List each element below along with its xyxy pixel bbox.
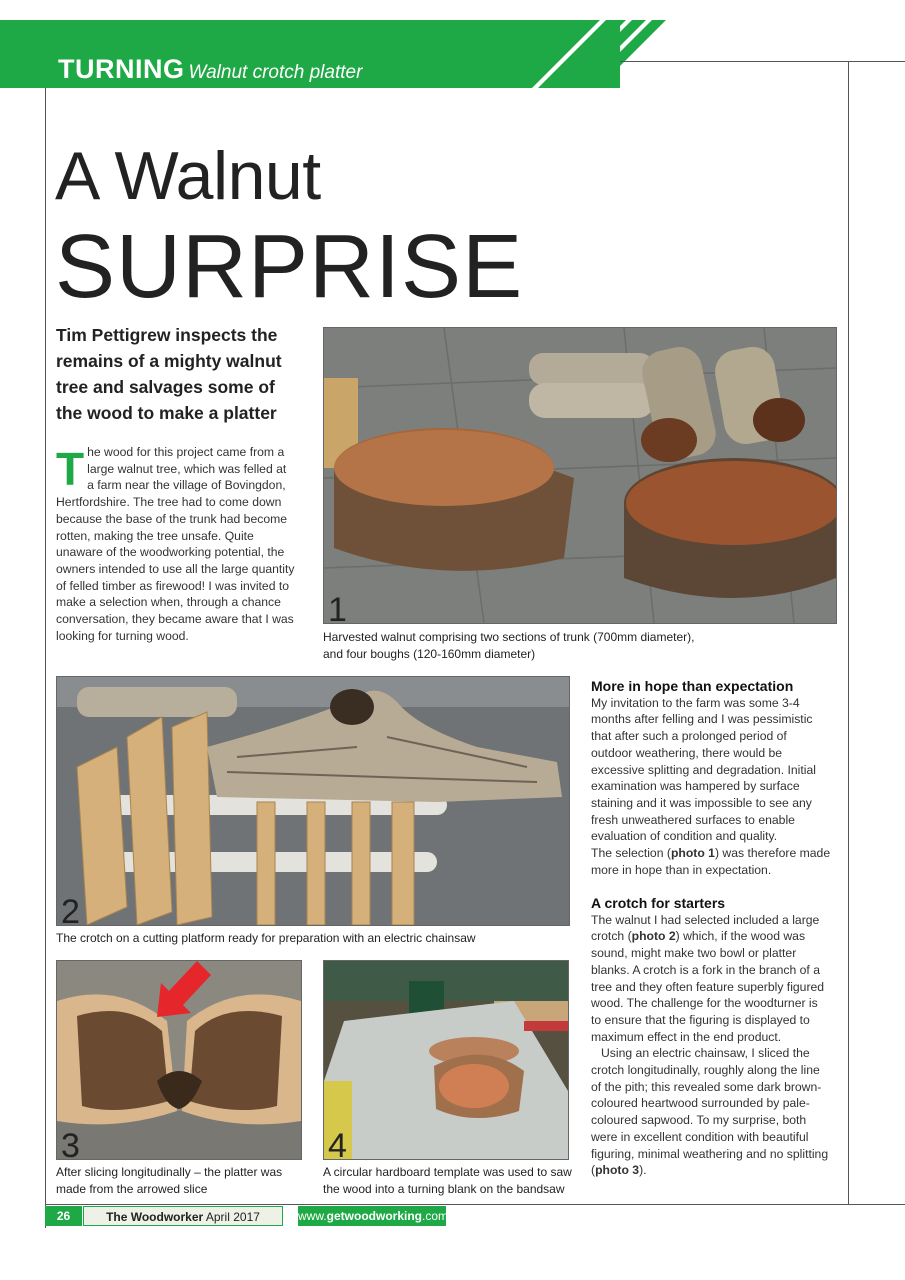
photo-2-caption: The crotch on a cutting platform ready for preparation with an electric chainsaw: [56, 931, 476, 945]
photo-4: [323, 960, 569, 1160]
photo-1: [323, 327, 837, 624]
intro-paragraph: [56, 444, 296, 644]
text: .com: [422, 1209, 449, 1223]
photo-reference: photo 2: [631, 929, 676, 944]
section-name: TURNING: [58, 54, 185, 84]
text: Using an electric chainsaw, I sliced the crotch longitudinally, roughly along the line of the pith; this revealed some dark brown-coloured heartwood surrounded by pale-coloured sapwood. To my surprise, both were in excellent condition with beautiful figuring, minimal weathering and no splitting (: [591, 1046, 829, 1178]
body-paragraph: [591, 912, 831, 1046]
photo-1-caption: Harvested walnut comprising two sections of trunk (700mm diameter), and four boughs (120-160mm diameter): [323, 630, 695, 661]
divider: [45, 88, 46, 1228]
photo-reference: photo 3: [595, 1163, 640, 1178]
standfirst: Tim Pettigrew inspects the remains of a mighty walnut tree and salvages some of the wood to make a platter: [56, 325, 282, 423]
text: www.: [298, 1209, 327, 1223]
text: ) was therefore made more in hope than in expectation.: [591, 846, 831, 877]
photo-2: [56, 676, 570, 926]
section-header: [58, 54, 362, 85]
photo-3-caption: After slicing longitudinally – the platter was made from the arrowed slice: [56, 1165, 283, 1196]
text: getwoodworking: [326, 1209, 422, 1223]
body-paragraph: [591, 845, 831, 878]
intro-text: he wood for this project came from a large walnut tree, which was felled at a farm near the village of Bovingdon, Hertfordshire. The tree had to come down because the base of the trunk had become rotten, making the tree unsafe. Quite unaware of the woodworking potential, the owners intended to use all the large quantity of felled timber as firewood! I was invited to make a selection when, through a chance conversation, they became aware that I was looking for turning wood.: [56, 445, 295, 643]
photo-1-number: 1: [328, 591, 347, 624]
text: The selection (: [591, 846, 671, 861]
section-crotch-for-starters: [591, 895, 831, 1179]
issue-date: April 2017: [205, 1210, 260, 1224]
section-more-in-hope: [591, 678, 831, 878]
drop-cap: T: [56, 443, 85, 495]
section-heading: More in hope than expectation: [591, 678, 794, 694]
magazine-issue: [83, 1206, 283, 1226]
photo-4-image: [324, 961, 568, 1159]
website-link[interactable]: [298, 1206, 449, 1226]
photo-4-caption: A circular hardboard template was used to saw the wood into a turning blank on the bandsaw: [323, 1165, 572, 1196]
section-subtitle: Walnut crotch platter: [188, 62, 363, 83]
photo-2-image: [57, 677, 569, 925]
photo-3-number: 3: [61, 1127, 80, 1160]
photo-2-number: 2: [61, 893, 80, 926]
text: The walnut I had selected included a large crotch (: [591, 912, 820, 944]
divider: [620, 61, 905, 62]
page-number: 26: [45, 1206, 82, 1226]
photo-4-number: 4: [328, 1127, 347, 1160]
divider: [848, 61, 849, 1205]
divider: [45, 1204, 905, 1205]
body-paragraph: [591, 1045, 831, 1179]
title-line-2: SURPRISE: [55, 217, 524, 317]
text: ) which, if the wood was sound, might make two bowl or platter blanks. A crotch is a fork in the branch of a tree and they often feature superbly figured wood. The challenge for the woodturner is to ensure that the figuring is displayed to maximum effect in the end product.: [591, 929, 825, 1044]
photo-3: [56, 960, 302, 1160]
body-paragraph: My invitation to the farm was some 3-4 months after felling and I was pessimistic that after such a prolonged period of outdoor weathering, there would be excessive splitting and degradation. Initial examination was hampered by surface staining and it was impossible to see any fresh unweathered surfaces to enable evaluation of condition and quality.: [591, 695, 816, 844]
photo-3-image: [57, 961, 301, 1159]
text: ).: [639, 1163, 647, 1178]
section-heading: A crotch for starters: [591, 895, 726, 911]
photo-1-image: [324, 328, 836, 623]
title-line-1: A Walnut: [55, 138, 321, 214]
magazine-name: The Woodworker: [106, 1210, 204, 1224]
photo-reference: photo 1: [670, 846, 715, 861]
